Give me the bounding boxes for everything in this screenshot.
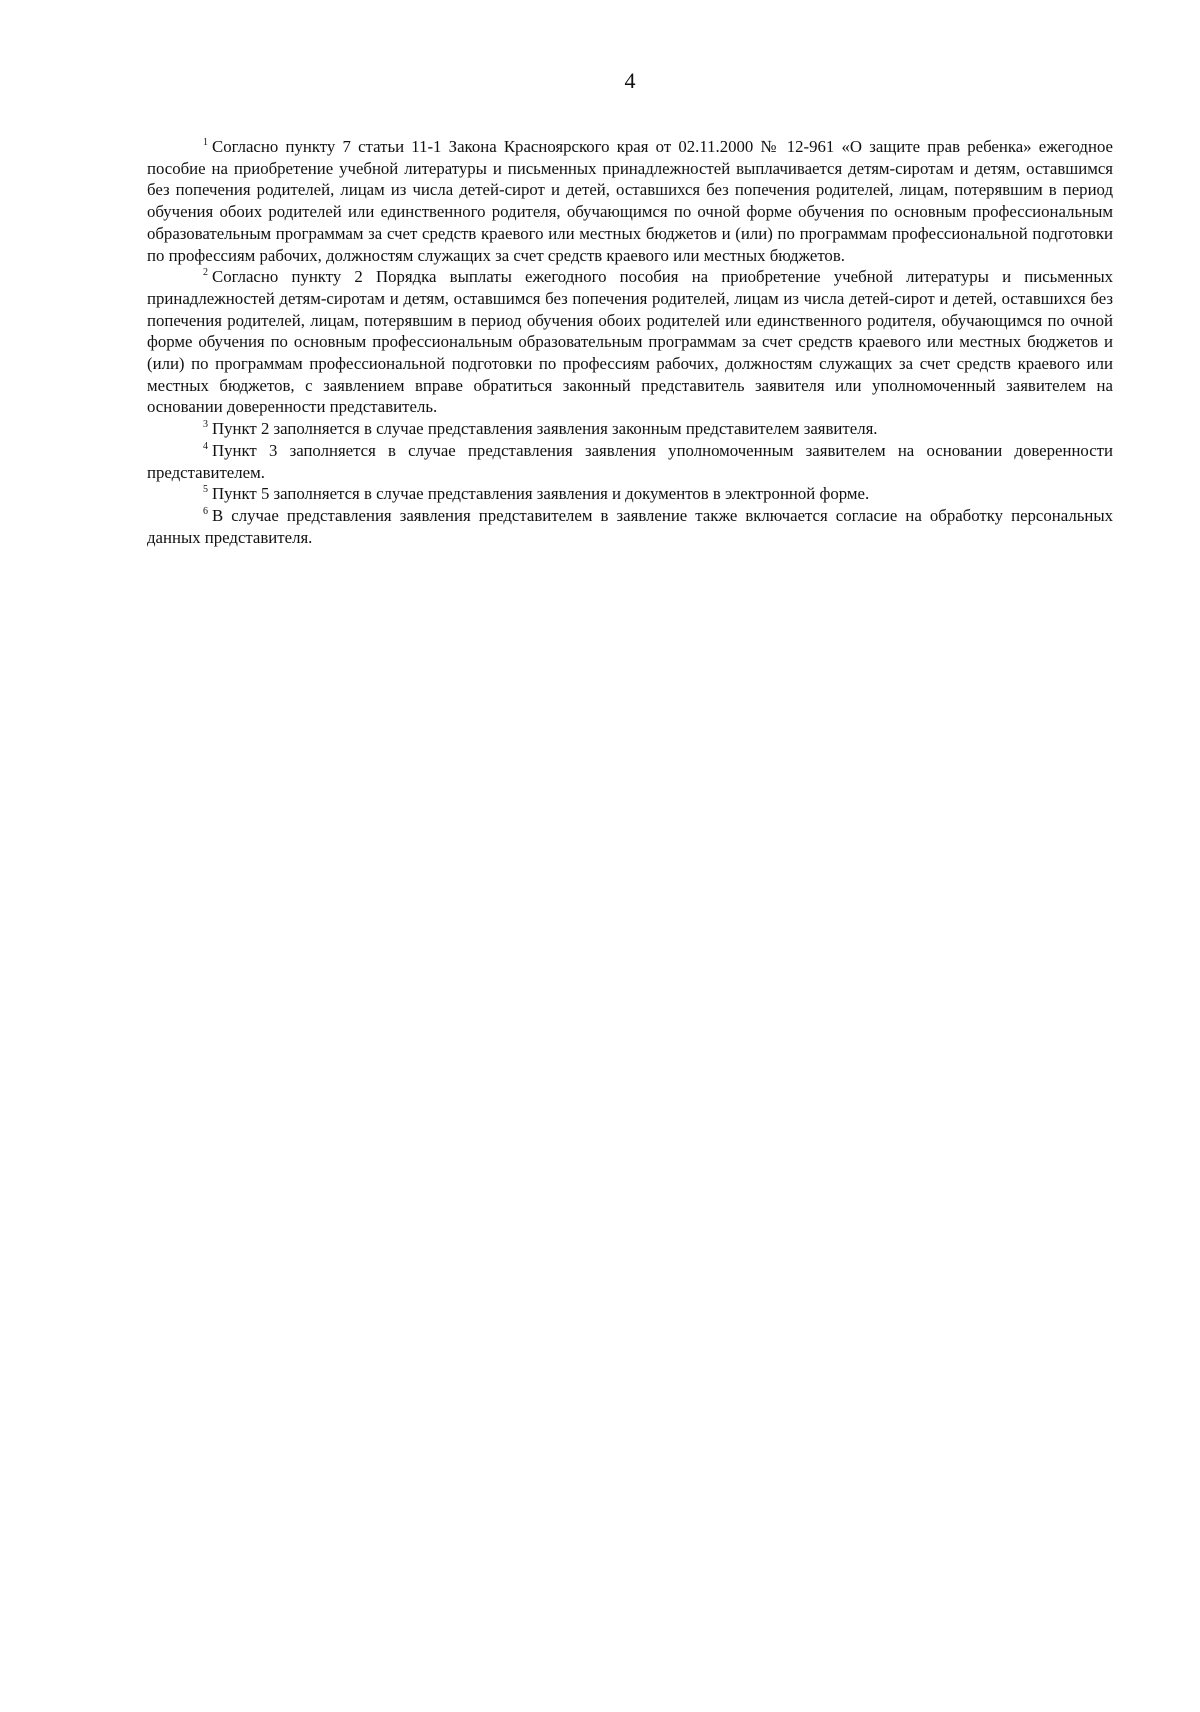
footnote-mark-6: 6 [203,505,208,517]
footnote-mark-1: 1 [203,137,208,148]
footnote-text-5: Пункт 5 заполняется в случае представления заявления и документов в электронной форме. [212,484,870,504]
footnote-6 [147,505,1113,548]
footnote-text-4: Пункт 3 заполняется в случае представления заявления уполномоченным заявителем на основании доверенности представителем. [147,440,1113,482]
footnotes-section [147,136,1113,548]
footnote-mark-2: 2 [203,267,208,279]
footnote-4 [147,440,1113,483]
footnote-3 [147,418,1113,440]
footnote-text-3: Пункт 2 заполняется в случае представления заявления законным представителем заявителя. [212,419,878,439]
footnote-text-1: Согласно пункту 7 статьи 11-1 Закона Красноярского края от 02.11.2000 № 12-961 «О защите прав ребенка» ежегодное пособие на приобретение учебной литературы и письменных принадлежностей выплачивается детям-сиротам и детям, оставшимся без попечения родителей, лицам из числа детей-сирот и детей, оставшихся без попечения родителей, лицам, потерявшим в период обучения обоих родителей или единственного родителя, обучающимся по очной форме обучения по основным профессиональным образовательным программам за счет средств краевого или местных бюджетов и (или) по программам профессиональной подготовки по профессиям рабочих, должностям служащих за счет средств краевого или местных бюджетов. [147,137,1113,265]
footnote-1 [147,136,1113,266]
footnote-text-2: Согласно пункту 2 Порядка выплаты ежегодного пособия на приобретение учебной литературы и письменных принадлежностей детям-сиротам и детям, оставшимся без попечения родителей, лицам из числа детей-сирот и детей, оставшихся без попечения родителей, лицам, потерявшим в период обучения обоих родителей или единственного родителя, обучающимся по очной форме обучения по основным профессиональным образовательным программам за счет средств краевого или местных бюджетов и (или) по программам профессиональной подготовки по профессиям рабочих, должностям служащих за счет средств краевого или местных бюджетов, с заявлением вправе обратиться законный представитель заявителя или уполномоченный заявителем на основании доверенности представитель. [147,267,1113,417]
footnote-mark-3: 3 [203,419,208,431]
footnote-mark-4: 4 [203,440,208,452]
footnote-2 [147,266,1113,418]
footnote-text-6: В случае представления заявления представителем в заявление также включается согласие на обработку персональных данных представителя. [147,505,1113,547]
footnote-5 [147,483,1113,505]
page-number: 4 [624,68,636,93]
footnote-mark-5: 5 [203,484,208,496]
